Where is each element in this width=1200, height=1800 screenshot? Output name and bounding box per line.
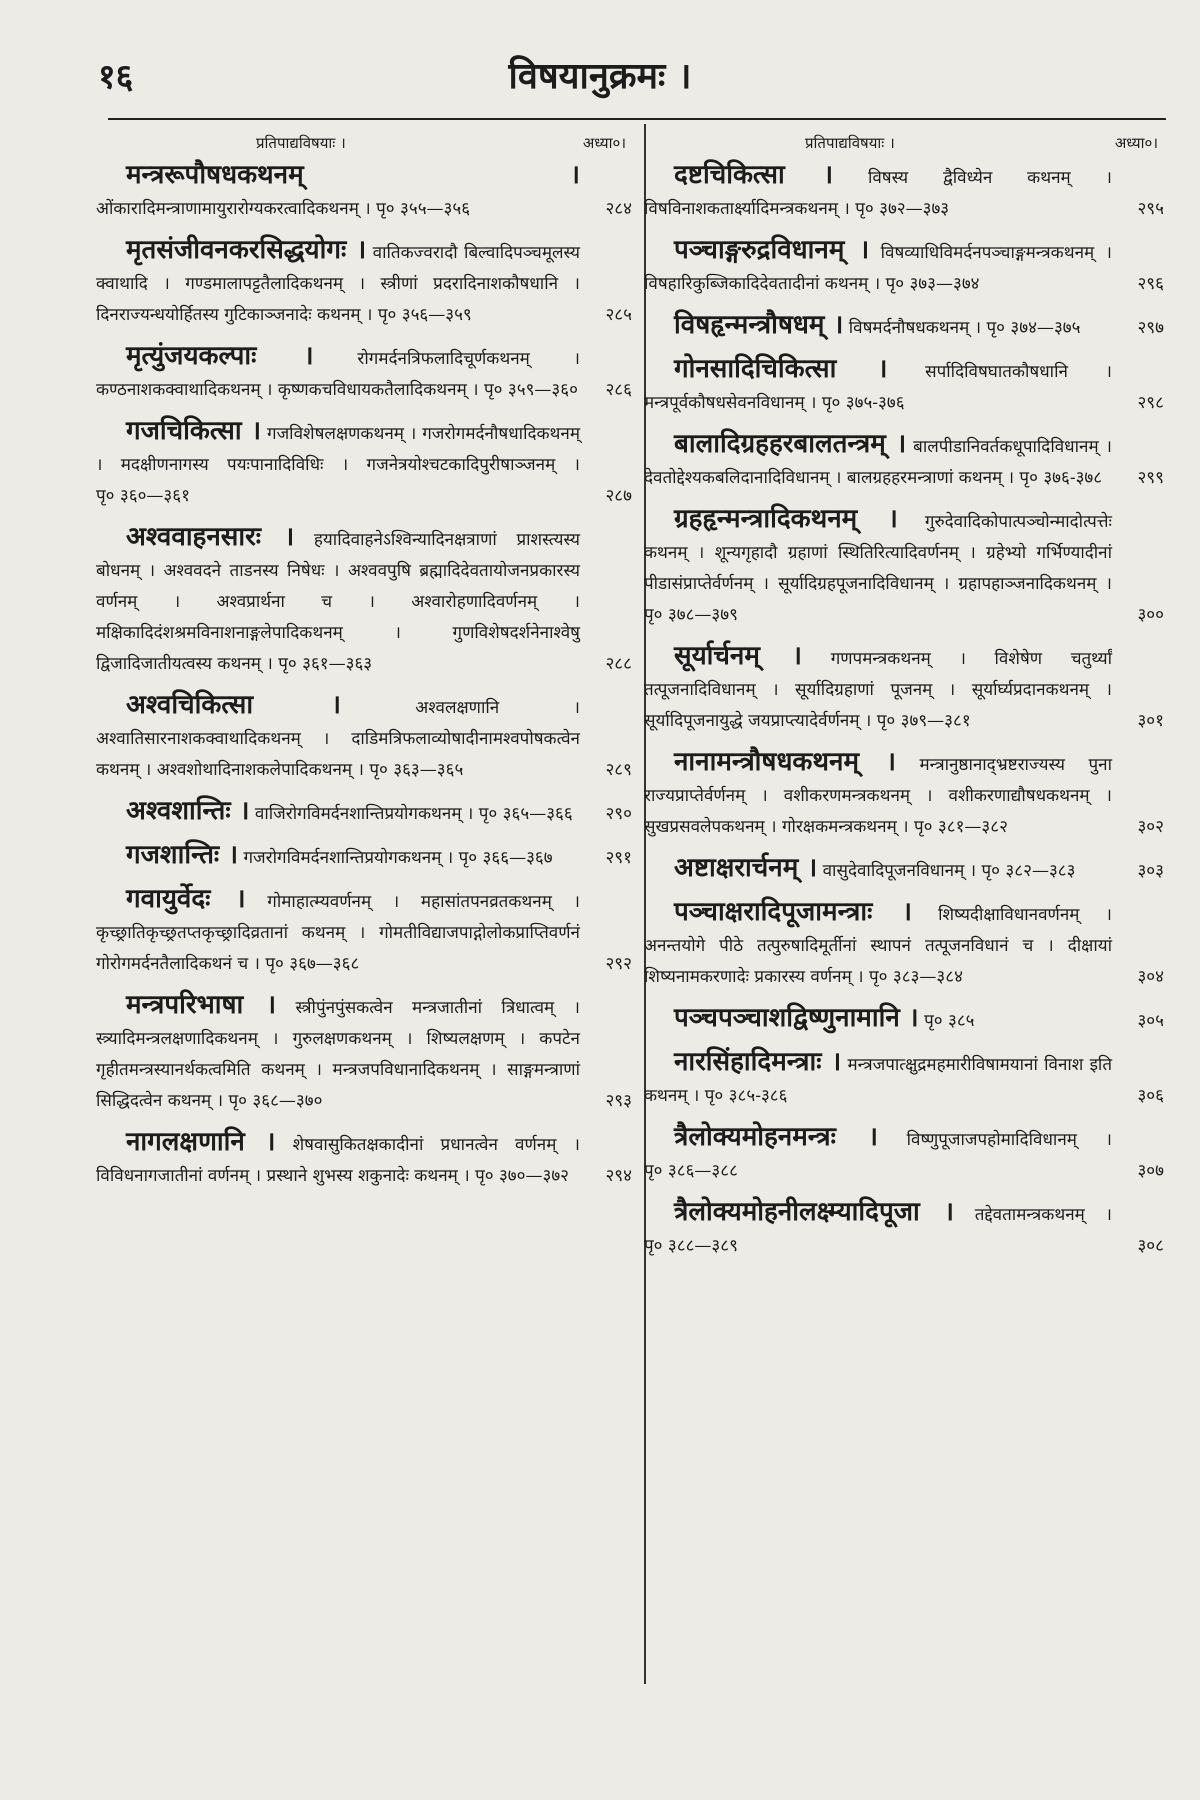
entry-list [640,160,1168,1262]
entry-description: शिष्यदीक्षाविधानवर्णनम् । अनन्तयोगे पीठे तत्पुरुषादिमूर्तीनां स्थापनं तत्पूजनविधानं च । दीक्षायां शिष्यनामकरणादेः प्रकारस्य वर्णनम् । [644,905,1112,987]
entry-chapter-number: ३०३ [1137,861,1164,881]
subject-header: प्रतिपाद्यविषयाः । [256,134,346,152]
entry-page-range: पृ० ३८६—३८८ [644,1161,738,1181]
entry-chapter-number: ३०८ [1137,1236,1164,1256]
entry-page-range: पृ० ३८५-३८६ [704,1086,788,1106]
entry-heading: सूर्यार्चनम् । [674,641,803,671]
index-entry [640,897,1168,993]
chapter-header: अध्या०। [1114,134,1158,152]
entry-description: गजरोगविमर्दनशान्तिप्रयोगकथनम् । [243,848,454,868]
entry-heading: मृत्युंजयकल्पाः । [126,341,314,371]
entry-page-range: पृ० ३६१—३६३ [278,654,373,674]
entry-heading: त्रैलोक्यमोहनीलक्ष्म्यादिपूजा । [674,1197,954,1227]
entry-description: सर्पादिविषघातकौषधानि । मन्त्रपूर्वकौषधसेवनविधानम् । [644,362,1112,413]
entry-heading: अष्टाक्षरार्चनम् । [674,853,818,883]
subject-header: प्रतिपाद्यविषयाः । [805,134,895,152]
entry-description: स्त्रीपुंनपुंसकत्वेन मन्त्रजातीनां त्रिधात्वम् । स्त्र्यादिमन्त्रलक्षणादिकथनम् । गुरुलक्षणकथनम् । शिष्यलक्षणम् । कपटेन गृहीतमन्त्रस्यानर्थकत्वमिति कथनम् । मन्त्रजपविधानादिकथनम् । साङ्गमन्त्राणां सिद्धिदत्वेन कथनम् । [96,998,581,1111]
entry-page-range: पृ० ३७४—३७५ [986,318,1081,338]
entry-description: विष्णुपूजाजपहोमादिविधानम् । [906,1130,1112,1150]
entry-chapter-number: २९१ [605,848,632,868]
entry-chapter-number: २९३ [605,1091,632,1111]
entry-description: गुरुदेवादिकोपात्पञ्चोन्मादोत्पत्तेः कथनम् । शून्यगृहादौ ग्रहाणां स्थितिरित्यादिवर्णनम् । ग्रहेभ्यो गर्भिण्यादीनां पीडासंप्राप्तेर्वर्णनम् । सूर्यादिग्रहपूजनादिविधानम् । ग्रहापहाञ्जनादिकथनम् । [644,512,1112,594]
entry-chapter-number: ३०७ [1137,1161,1164,1181]
index-entry [96,840,636,874]
entry-page-range: पृ० ३७०—३७२ [475,1166,570,1186]
entry-page-range: पृ० ३६५—३६६ [478,804,573,824]
entry-description: मन्त्रजपात्क्षुद्रमहमारीविषामयानां विनाश इति कथनम् । [644,1055,1113,1106]
entry-chapter-number: २९८ [1137,393,1164,413]
entry-page-range: पृ० ३७८—३७९ [644,605,738,625]
entry-chapter-number: २८७ [605,486,632,506]
entry-chapter-number: ३०६ [1137,1086,1164,1106]
index-entry [640,1197,1168,1262]
column-header [96,126,636,160]
entry-heading: अश्वशान्तिः । [126,796,250,826]
entry-heading: मन्त्ररूपौषधकथनम् । [126,160,580,190]
entry-description: शेषवासुकितक्षकादीनां प्रधानत्वेन वर्णनम् । विविधनागजातीनां वर्णनम् । प्रस्थाने शुभस्य शकुनादेः कथनम् । [96,1135,580,1186]
entry-description: वाजिरोगविमर्दनशान्तिप्रयोगकथनम् । [254,804,474,824]
index-entry [640,1122,1168,1187]
entry-page-range: पृ० ३८५ [924,1011,975,1031]
entry-chapter-number: २८६ [605,380,632,400]
entry-heading: गजशान्तिः । [126,840,239,870]
entry-page-range: पृ० ३८८—३८९ [644,1236,738,1256]
entry-heading: त्रैलोक्यमोहनमन्त्रः । [674,1122,878,1152]
index-entry [640,747,1168,843]
entry-heading: विषहृन्मन्त्रौषधम् । [674,310,844,340]
index-entry [96,690,636,786]
index-entry [96,160,636,225]
index-entry [96,416,636,512]
entry-chapter-number: २८८ [605,654,632,674]
index-entry [640,235,1168,300]
index-entry [640,1003,1168,1037]
index-entry [96,1127,636,1192]
entry-description: हयादिवाहनेऽश्विन्यादिनक्षत्राणां प्राशस्त्यस्य बोधनम् । अश्ववदने ताडनस्य निषेधः । अश्ववपुषि ब्रह्मादिदेवतायोजनप्रकारस्य वर्णनम् । अश्वप्रार्थना च । अश्वारोहणादिवर्णनम् । मक्षिकादिदंशश्रमविनाशनाङ्गलेपादिकथनम् । गुणविशेषदर्शनेनाश्वेषु द्विजादिजातीयत्वस्य कथनम् । [96,530,580,674]
entry-heading: पञ्चपञ्चाशद्विष्णुनामानि । [674,1003,919,1033]
entry-chapter-number: २९० [605,804,632,824]
entry-description: विषमर्दनौषधकथनम् । [848,318,982,338]
entry-chapter-number: २८४ [605,199,632,219]
entry-page-range: पृ० ३७२—३७३ [855,199,950,219]
entry-heading: ग्रहहृन्मन्त्रादिकथनम् । [674,504,898,534]
entry-chapter-number: २९६ [1137,274,1164,294]
index-entry [96,341,636,406]
entry-description: तद्देवतामन्त्रकथनम् । [974,1205,1112,1225]
entry-heading: अश्ववाहनसारः । [126,522,295,552]
entry-heading: दष्टचिकित्सा । [674,160,834,190]
entry-heading: पञ्चाङ्गरुद्रविधानम् । [674,235,870,265]
column-header [640,126,1168,160]
entry-heading: नागलक्षणानि । [126,1127,276,1157]
entry-chapter-number: ३०२ [1137,817,1164,837]
entry-page-range: पृ० ३६३—३६५ [369,760,464,780]
entry-page-range: पृ० ३५९—३६० [483,380,578,400]
entry-chapter-number: ३०५ [1137,1011,1164,1031]
entry-page-range: पृ० ३७३—३७४ [885,274,980,294]
entry-description: गजविशेषलक्षणकथनम् । गजरोगमर्दनौषधादिकथनम् । मदक्षीणनागस्य पयःपानादिविधिः । गजनेत्रयोश्चटकादिपुरीषाञ्जनम् । [96,424,581,475]
entry-page-range: पृ० ३८३—३८४ [869,967,963,987]
entry-description: गोमाहात्म्यवर्णनम् । महासांतपनव्रतकथनम् । कृच्छ्रातिकृच्छ्रतप्तकृच्छ्रादिव्रतानां कथनम् । गोमतीविद्याजपाद्गोलोकप्राप्तिवर्णनं गोरोगमर्दनतैलादिकथनं च । [96,892,580,974]
entry-description: वातिकज्वरादौ बिल्वादिपञ्चमूलस्य क्वाथादि । गण्डमालापट्टतैलादिकथनम् । स्त्रीणां प्रदरादिनाशकौषधानि । दिनराज्यन्धयोर्हितस्य गुटिकाञ्जनादेः कथनम् । [96,243,581,325]
index-entry [640,160,1168,225]
page-title: विषयानुक्रमः । [508,55,692,97]
entry-heading: पञ्चाक्षरादिपूजामन्त्राः । [674,897,912,927]
index-entry [640,853,1168,887]
entry-description: गणपमन्त्रकथनम् । विशेषेण चतुर्थ्यां तत्पूजनादिविधानम् । सूर्यादिग्रहाणां पूजनम् । सूर्यार्घ्यप्रदानकथनम् । सूर्यादिपूजनायुद्धे जयप्राप्त्यादेर्वर्णनम् । [644,649,1113,731]
entry-page-range: पृ० ३६७—३६८ [265,954,360,974]
entry-description: विषस्य द्वैविध्येन कथनम् । विषविनाशकतार्क्ष्यादिमन्त्रकथनम् । [644,168,1112,219]
entry-description: रोगमर्दनत्रिफलादिचूर्णकथनम् । कण्ठनाशकक्वाथादिकथनम् । कृष्णकचविधायकतैलादिकथनम् । [96,349,580,400]
entry-chapter-number: ३०० [1137,605,1164,625]
entry-description: मन्त्रानुष्ठानाद्भ्रष्टराज्यस्य पुना राज्यप्राप्तेर्वर्णनम् । वशीकरणमन्त्रकथनम् । वशीकरणाद्यौषधकथनम् । सुखप्रसवलेपकथनम् । गोरक्षकमन्त्रकथनम् । [644,755,1112,837]
entry-chapter-number: २९९ [1137,468,1164,488]
entry-chapter-number: २९७ [1137,318,1164,338]
index-entry [640,429,1168,494]
entry-page-range: पृ० ३७६-३७८ [1019,468,1103,488]
entry-heading: मन्त्रपरिभाषा । [126,990,277,1020]
index-entry [96,235,636,331]
entry-heading: गोनसादिचिकित्सा । [674,354,888,384]
index-entry [640,504,1168,631]
entry-page-range: पृ० ३६६—३६७ [458,848,553,868]
page-number: १६ [98,57,134,97]
entry-list [96,160,636,1192]
entry-page-range: पृ० ३७५-३७६ [821,393,905,413]
entry-chapter-number: ३०४ [1137,967,1164,987]
header-rule [108,118,1166,120]
entry-chapter-number: २९४ [605,1166,632,1186]
entry-heading: मृतसंजीवनकरसिद्धयोगः । [126,235,367,265]
entry-heading: अश्वचिकित्सा । [126,690,341,720]
entry-page-range: पृ० ३६८—३७० [228,1091,323,1111]
entry-chapter-number: २८५ [605,305,632,325]
entry-page-range: पृ० ३५५—३५६ [376,199,471,219]
entry-description: वासुदेवादिपूजनविधानम् । [822,861,977,881]
index-entry [640,310,1168,344]
index-entry [96,796,636,830]
index-entry [640,354,1168,419]
entry-chapter-number: २८९ [605,760,632,780]
entry-heading: गवायुर्वेदः । [126,884,246,914]
entry-heading: नानामन्त्रौषधकथनम् । [674,747,896,777]
entry-page-range: पृ० ३६०—३६१ [96,486,190,506]
index-entry [96,990,636,1117]
entry-description: विषव्याधिविमर्दनपञ्चाङ्गमन्त्रकथनम् । विषहारिकुब्जिकादिदेवतादीनां कथनम् । [644,243,1112,294]
entry-page-range: पृ० ३७९—३८१ [876,711,971,731]
entry-page-range: पृ० ३५६—३५९ [377,305,472,325]
entry-page-range: पृ० ३८२—३८३ [981,861,1076,881]
index-entry [640,1047,1168,1112]
index-entry [96,522,636,680]
entry-description: ओंकारादिमन्त्राणामायुरारोग्यकरत्वादिकथनम् । [96,199,371,219]
entry-description: अश्वलक्षणानि । अश्वातिसारनाशकक्वाथादिकथनम् । दाडिमत्रिफलाव्योषादीनामश्वपोषकत्वेन कथनम् । अश्वशोथादिनाशकलेपादिकथनम् । [96,698,580,780]
right-column [640,126,1168,1686]
entry-chapter-number: २९५ [1137,199,1164,219]
entry-heading: बालादिग्रहहरबालतन्त्रम् । [674,429,907,459]
entry-page-range: पृ० ३८१—३८२ [914,817,1008,837]
entry-chapter-number: २९२ [605,954,632,974]
left-column [96,126,636,1686]
index-entry [640,641,1168,737]
entry-description: बालपीडानिवर्तकधूपादिविधानम् । देवतोद्देश्यकबलिदानादिविधानम् । बालग्रहहरमन्त्राणां कथनम् । [644,437,1112,488]
entry-heading: नारसिंहादिमन्त्राः । [674,1047,842,1077]
entry-chapter-number: ३०१ [1137,711,1164,731]
chapter-header: अध्या०। [582,134,626,152]
index-entry [96,884,636,980]
entry-heading: गजचिकित्सा । [126,416,262,446]
